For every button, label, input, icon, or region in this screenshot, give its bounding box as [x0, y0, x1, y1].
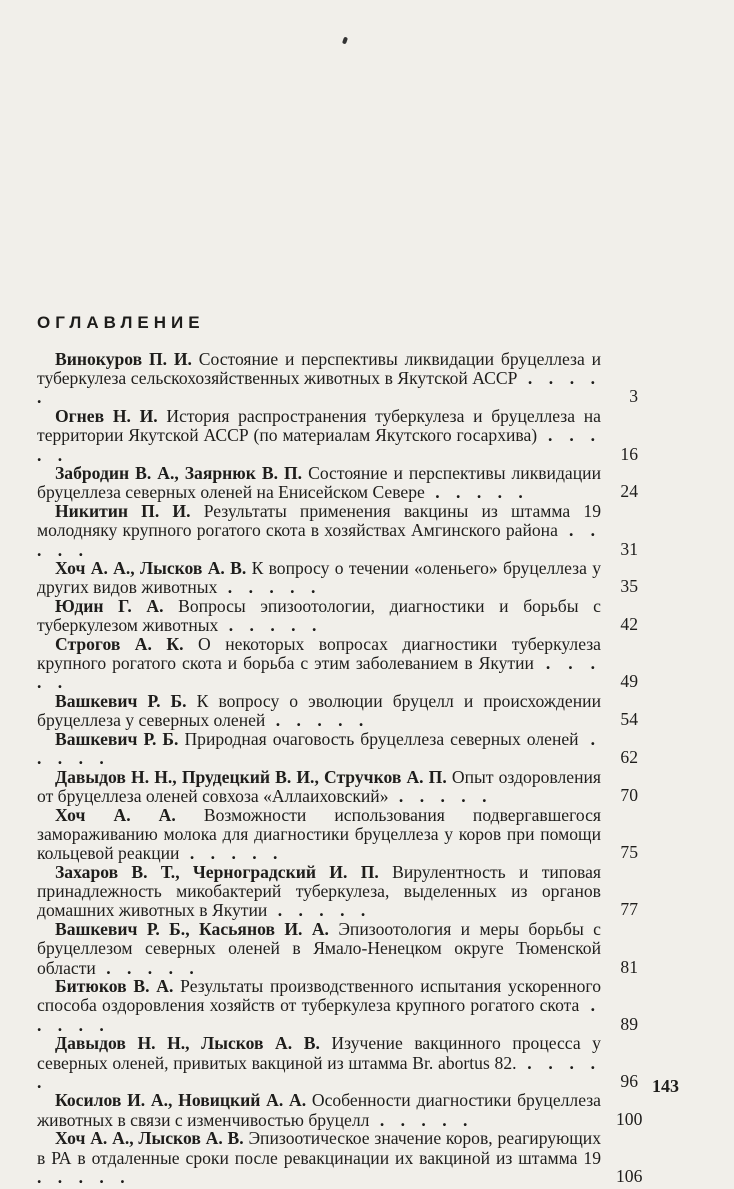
- toc-entry: [37, 407, 637, 465]
- toc-entry: [37, 1090, 643, 1130]
- toc-entry-authors: Никитин П. И.: [55, 501, 191, 522]
- toc-entry: [37, 730, 637, 768]
- toc-entry-title: Состояние и перспективы ликвидации бруцеллеза и туберкулеза сельскохозяйственных животных в Якутской АССР: [37, 349, 601, 389]
- toc-entry-page: 31: [620, 538, 638, 559]
- toc-entry-page: 70: [620, 785, 638, 806]
- dot-leader: . . . . .: [217, 577, 322, 598]
- toc-entry-title: Природная очаговость бруцеллеза северных оленей: [184, 729, 579, 750]
- dot-leader: . . . . .: [37, 653, 602, 693]
- toc-entry-page: 16: [620, 443, 638, 464]
- dot-leader: . . . . .: [218, 615, 323, 636]
- toc-entry: [37, 1128, 643, 1187]
- dot-leader: . . . . .: [37, 368, 601, 408]
- toc-entry: [37, 768, 637, 806]
- toc-entry-page: 62: [620, 747, 638, 768]
- page-number: 143: [652, 1076, 679, 1096]
- toc-entry-title: Состояние и перспективы ликвидации бруцеллеза северных оленей на Енисейском Севере: [37, 463, 601, 503]
- dot-leader: . . . . .: [37, 1052, 601, 1092]
- toc-entry-page: 35: [620, 576, 638, 597]
- toc-entry-title: История распространения туберкулеза и бруцеллеза на территории Якутской АССР (по материалам Якутского госархива): [37, 406, 601, 446]
- dot-leader: . . . . .: [179, 843, 284, 864]
- toc-entry-authors: Хоч А. А., Лысков А. В.: [55, 558, 247, 579]
- toc-entry-title: Особенности диагностики бруцеллеза животных в связи с изменчивостью бруцелл: [37, 1090, 601, 1130]
- dot-leader: . . . . .: [265, 710, 370, 731]
- toc-entry: [37, 350, 637, 408]
- toc-entry-page: 24: [620, 481, 638, 502]
- toc-entry-authors: Вашкевич Р. Б.: [55, 729, 179, 750]
- dot-leader: . . . . .: [37, 729, 602, 769]
- ink-speck: [342, 37, 348, 45]
- toc-entry-page: 77: [620, 899, 638, 920]
- toc-entry-authors: Юдин Г. А.: [55, 596, 164, 617]
- toc-entry: [37, 977, 637, 1035]
- toc-entry-page: 75: [620, 842, 638, 863]
- toc-entry: [37, 559, 637, 597]
- toc-entry-page: 100: [616, 1108, 643, 1129]
- toc-entry-authors: Захаров В. Т., Черноградский И. П.: [55, 861, 379, 882]
- toc-entry: [37, 863, 637, 921]
- toc-entry-title: Вирулентность и типовая принадлежность микобактерий туберкулеза, выделенных из органов домашних животных в Якутии: [37, 861, 601, 921]
- toc-entry: [37, 502, 637, 560]
- toc-entry-authors: Давыдов Н. Н., Прудецкий В. И., Стручков А. П.: [55, 766, 447, 787]
- toc-entry-authors: Забродин В. А., Заярнюк В. П.: [55, 463, 303, 484]
- toc-entry-page: 81: [620, 956, 638, 977]
- toc-entry-authors: Битюков В. А.: [55, 976, 174, 997]
- toc-entry-title: Результаты производственного испытания ускоренного способа оздоровления хозяйств от туберкулеза крупного рогатого скота: [37, 976, 601, 1016]
- toc-entry: [37, 464, 637, 502]
- dot-leader: . . . . .: [95, 957, 200, 978]
- contents-heading: ОГЛАВЛЕНИЕ: [37, 313, 205, 332]
- dot-leader: . . . . .: [267, 900, 372, 921]
- toc-entry-page: 54: [620, 709, 638, 730]
- toc-entry-authors: Хоч А. А.: [55, 804, 176, 825]
- toc-entry-title: Опыт оздоровления от бруцеллеза оленей совхоза «Аллаиховский»: [37, 766, 601, 807]
- dot-leader: . . . . .: [424, 482, 529, 503]
- toc-entry-authors: Строгов А. К.: [55, 634, 184, 655]
- toc-entry-page: 89: [620, 1013, 638, 1034]
- toc-entry-authors: Хоч А. А., Лысков А. В.: [55, 1128, 244, 1149]
- table-of-contents: [37, 349, 643, 1187]
- toc-entry-authors: Косилов И. А., Новицкий А. А.: [55, 1090, 307, 1111]
- toc-entry: [37, 692, 637, 730]
- toc-entry: [37, 920, 637, 978]
- toc-entry-title: Эпизоотическое значение коров, реагирующих в РА в отдаленные сроки после ревакцинации их вакциной из штамма 19: [37, 1128, 601, 1168]
- toc-entry-page: 49: [620, 671, 638, 692]
- toc-entry-title: К вопросу о течении «оленьего» бруцеллеза у других видов животных: [37, 558, 601, 598]
- toc-entry-page: 106: [616, 1165, 643, 1186]
- dot-leader: . . . . .: [37, 1166, 131, 1187]
- toc-entry-title: Возможности использования подвергавшегося замораживанию молока для диагностики бруцеллеза у коров при помощи кольцевой реакции: [37, 804, 601, 864]
- toc-entry-authors: Винокуров П. И.: [55, 349, 192, 369]
- toc-entry-title: О некоторых вопросах диагностики туберкулеза крупного рогатого скота и борьба с этим заболеванием в Якутии: [37, 634, 601, 674]
- toc-entry-title: Вопросы эпизоотологии, диагностики и борьбы с туберкулезом животных: [37, 596, 601, 636]
- toc-entry-title: Эпизоотология и меры борьбы с бруцеллезом северных оленей в Ямало-Ненецком округе Тюменской области: [37, 919, 601, 978]
- toc-entry: [37, 635, 637, 693]
- toc-entry-page: 3: [629, 386, 638, 407]
- toc-entry-title: Результаты применения вакцины из штамма 19 молодняку крупного рогатого скота в хозяйствах Амгинского района: [37, 501, 601, 541]
- toc-entry-authors: Огнев Н. И.: [55, 406, 158, 427]
- toc-entry-authors: Вашкевич Р. Б., Касьянов И. А.: [55, 919, 329, 940]
- toc-entry: [37, 1034, 637, 1092]
- toc-entry: [37, 806, 637, 864]
- toc-entry-authors: Вашкевич Р. Б.: [55, 691, 187, 712]
- toc-entry-page: 96: [620, 1070, 638, 1091]
- dot-leader: . . . . .: [37, 995, 601, 1035]
- dot-leader: . . . . .: [369, 1109, 474, 1130]
- toc-entry: [37, 597, 637, 635]
- dot-leader: . . . . .: [37, 520, 601, 560]
- dot-leader: . . . . .: [37, 425, 602, 465]
- toc-entry-title: Изучение вакцинного процесса у северных оленей, привитых вакциной из штамма Br. abortus 82.: [37, 1033, 601, 1073]
- dot-leader: . . . . .: [388, 786, 493, 807]
- toc-entry-title: К вопросу о эволюции бруцелл и происхождении бруцеллеза у северных оленей: [37, 691, 601, 731]
- toc-entry-authors: Давыдов Н. Н., Лысков А. В.: [55, 1033, 320, 1054]
- toc-entry-page: 42: [620, 614, 638, 635]
